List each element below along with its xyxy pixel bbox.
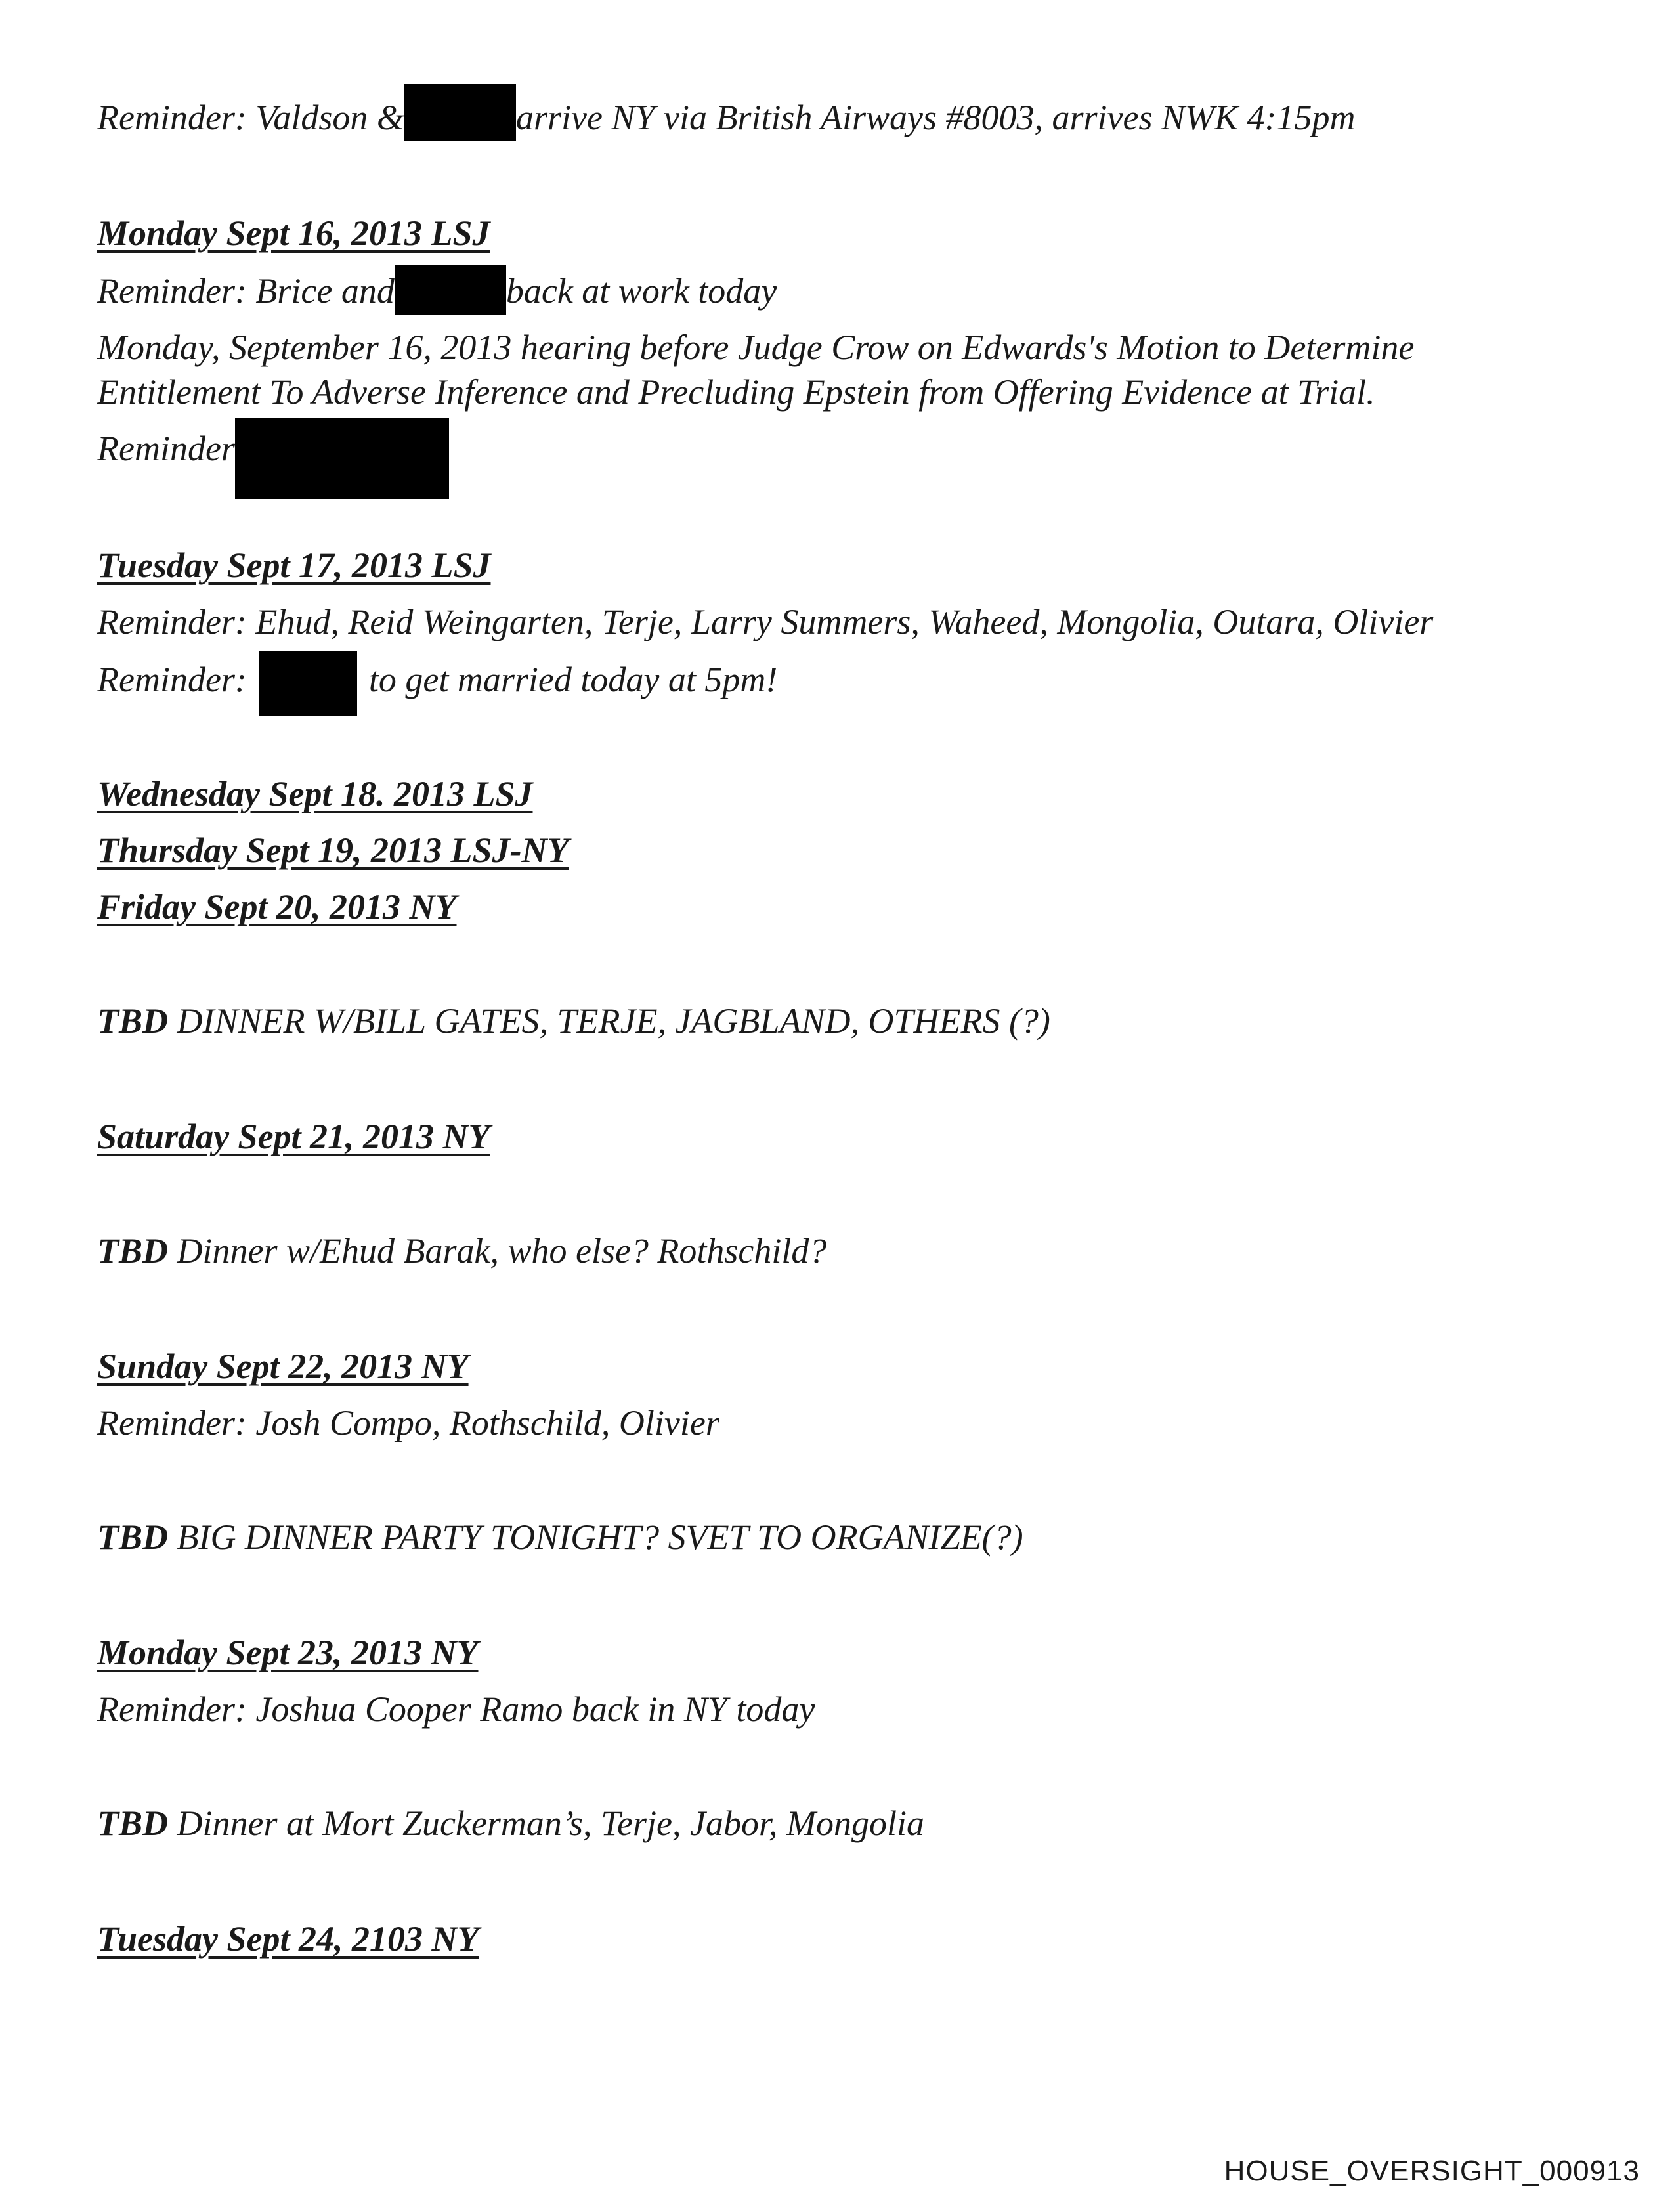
tbd-label: TBD: [97, 1517, 168, 1557]
date-heading-tue-24: Tuesday Sept 24, 2103 NY: [97, 1919, 479, 1959]
date-heading-thu-19: Thursday Sept 19, 2013 LSJ-NY: [97, 831, 569, 870]
date-heading-mon-16: Monday Sept 16, 2013 LSJ: [97, 213, 490, 253]
tbd-label: TBD: [97, 1804, 168, 1843]
reminder-redacted-line: [97, 427, 449, 499]
tbd-text: DINNER W/BILL GATES, TERJE, JAGBLAND, OTHERS (?): [168, 1001, 1050, 1041]
tbd-text: BIG DINNER PARTY TONIGHT? SVET TO ORGANIZE(?): [168, 1517, 1023, 1557]
reminder-compo-line: Reminder: Josh Compo, Rothschild, Olivier: [97, 1403, 719, 1442]
date-heading-tue-17: Tuesday Sept 17, 2013 LSJ: [97, 546, 491, 585]
reminder-flight-before: Reminder: Valdson &: [97, 98, 404, 137]
hearing-line-1: Monday, September 16, 2013 hearing before Judge Crow on Edwards's Motion to Determine: [97, 328, 1415, 367]
tbd-line-gates: [97, 999, 1050, 1043]
reminder-married-after: to get married today at 5pm!: [368, 660, 778, 699]
reminder-married-line: [97, 658, 777, 716]
tbd-line-barak: [97, 1229, 826, 1272]
tbd-label: TBD: [97, 1001, 168, 1041]
date-heading-sun-22: Sunday Sept 22, 2013 NY: [97, 1347, 469, 1386]
redaction-block: [235, 418, 449, 499]
reminder-back-at-work-after: back at work today: [505, 271, 777, 311]
tbd-label: TBD: [97, 1231, 168, 1270]
redaction-block: [259, 651, 357, 716]
date-heading-wed-18: Wednesday Sept 18. 2013 LSJ: [97, 774, 533, 813]
tbd-text: Dinner w/Ehud Barak, who else? Rothschild?: [168, 1231, 827, 1270]
tbd-text: Dinner at Mort Zuckerman’s, Terje, Jabor, Mongolia: [168, 1804, 924, 1843]
bates-number: HOUSE_OVERSIGHT_000913: [1224, 2155, 1640, 2187]
reminder-back-at-work-before: Reminder: Brice and: [97, 271, 395, 311]
redaction-block: [404, 84, 516, 141]
reminder-redacted-before: Reminder: [97, 429, 235, 468]
reminder-married-before: Reminder:: [97, 660, 247, 699]
hearing-line-2: Entitlement To Adverse Inference and Precluding Epstein from Offering Evidence at Trial.: [97, 372, 1375, 412]
reminder-flight-after: arrive NY via British Airways #8003, arrives NWK 4:15pm: [515, 98, 1356, 137]
reminder-flight-line: [97, 96, 1355, 141]
reminder-back-at-work-line: [97, 269, 777, 315]
reminder-names-line: Reminder: Ehud, Reid Weingarten, Terje, Larry Summers, Waheed, Mongolia, Outara, Olivier: [97, 602, 1434, 641]
tbd-line-dinner-party: [97, 1515, 1023, 1559]
redaction-block: [395, 265, 506, 315]
date-heading-fri-20: Friday Sept 20, 2013 NY: [97, 887, 457, 926]
date-heading-mon-23: Monday Sept 23, 2013 NY: [97, 1633, 479, 1672]
date-heading-sat-21: Saturday Sept 21, 2013 NY: [97, 1117, 490, 1156]
reminder-ramo-line: Reminder: Joshua Cooper Ramo back in NY today: [97, 1689, 815, 1729]
tbd-line-zuckerman: [97, 1802, 924, 1845]
